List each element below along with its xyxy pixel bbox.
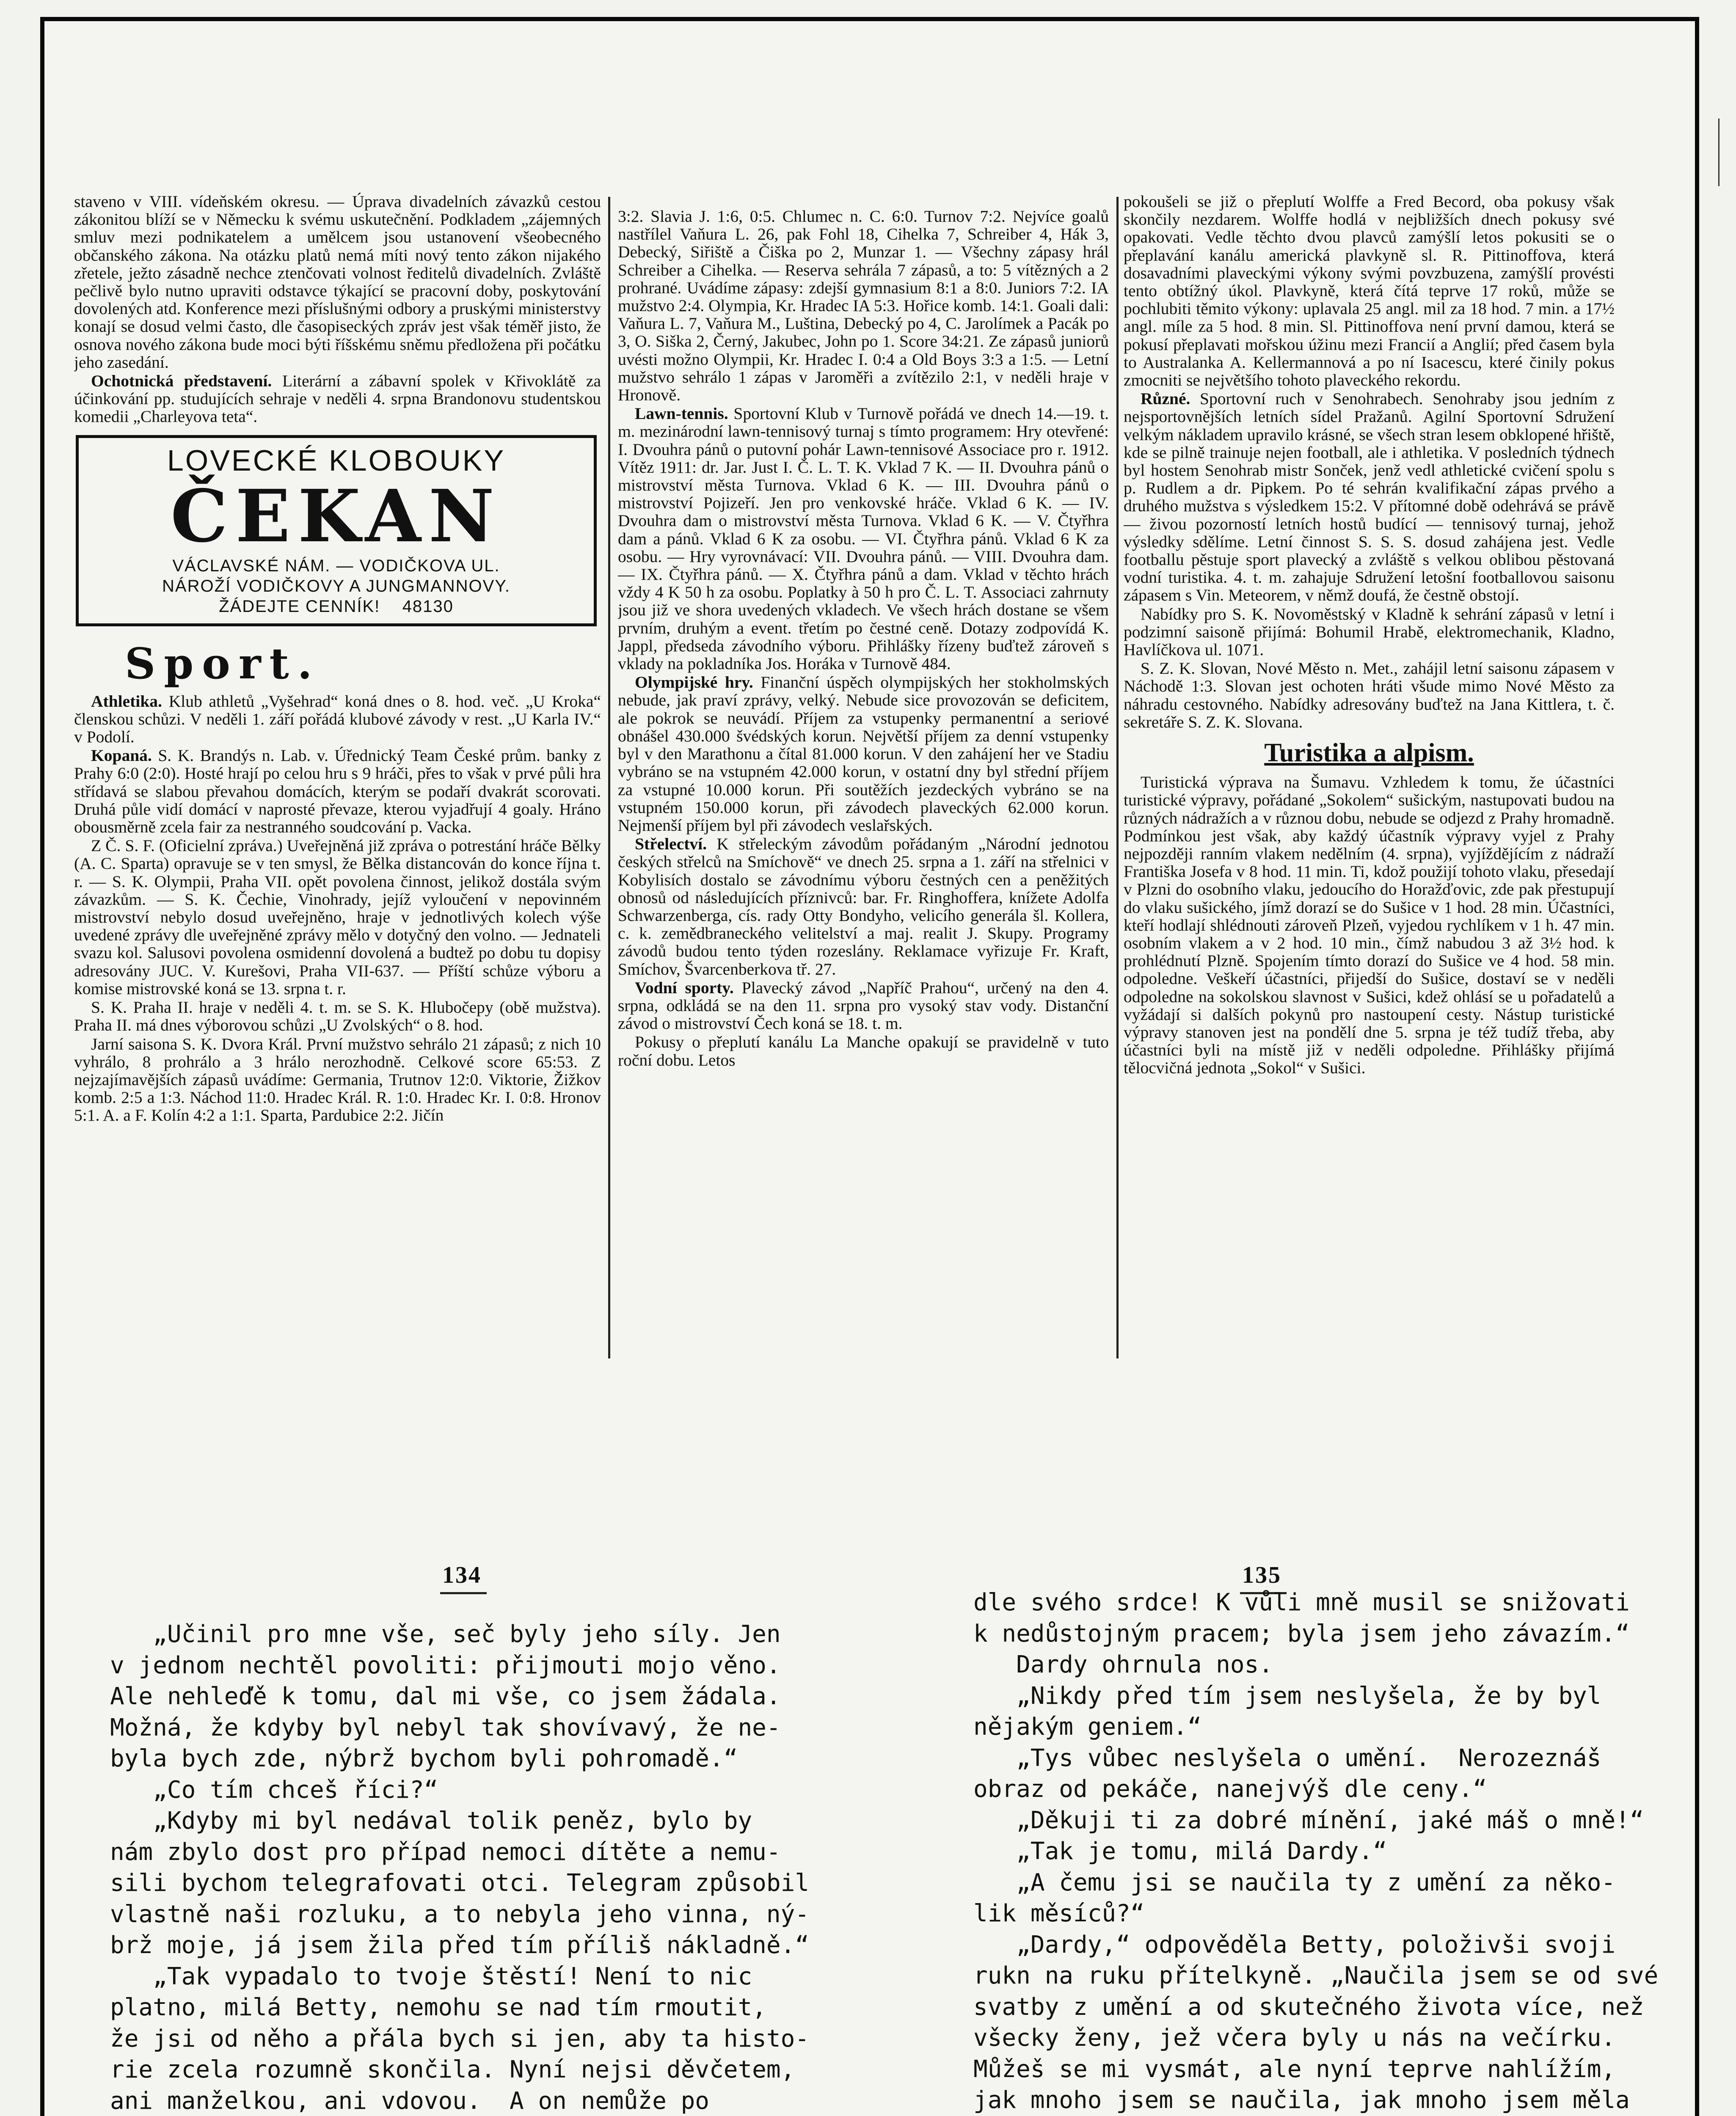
page-number-right: 135 bbox=[1242, 1562, 1281, 1588]
ad-code: 48130 bbox=[402, 597, 454, 616]
book-line: svatby z umění a od skutečného života více, než bbox=[973, 1993, 1644, 2021]
article-sk-praha: S. K. Praha II. hraje v neděli 4. t. m. se S. K. Hlubočepy (obě mužstva). Praha II. má dnes výborovou schůzi „U Zvolských“ o 8. hod. bbox=[74, 998, 601, 1035]
book-line: „Kdyby mi byl nedával tolik peněz, bylo by bbox=[110, 1807, 752, 1835]
article-water-sports: Vodní sporty. Plavecký závod „Napříč Prahou“, určený na den 4. srpna, odkládá se na den 11. srpna pro vysoký stav vody. Distanční závod o mistrovství Čech koná se 18. t. m. bbox=[618, 978, 1109, 1033]
article-lawn-tennis: Lawn-tennis. Sportovní Klub v Turnově pořádá ve dnech 14.—19. t. m. mezinárodní lawn-tennisový turnaj s tímto programem: Hry otevřené: I. Dvouhra pánů o putovní pohár Lawn-tennisové Associace pro r. 1912. Vítěz 1911: dr. Jar. Just I. Č. L. T. K. Vklad 7 K. — II. Dvouhra pánů o mistrovství města Turnova. Vklad 6 K. — III. Dvouhra pánů o mistrovství Pojizeří. Jen pro venkovské hráče. Vklad 6 K. — IV. Dvouhra dam o mistrovství města Turnova. Vklad 6 K. — V. Čtyřhra dam a pánů. Vklad 6 K za osobu. — VI. Čtyřhra pánů. Vklad 6 K za osobu. — Hry vyrovnávací: VII. Dvouhra pánů. — VIII. Dvouhra dam. — IX. Čtyřhra pánů. — X. Čtyřhra pánů a dam. Vklad v těchto hrách vždy 4 K 50 h za osobu. Poplatky à 50 h pro Č. L. T. Associaci zahrnuty jsou již ve shora uvedených vkladech. Ve všech hrách dostane se všem prvním, druhým a event. třetím po čestné ceně. Dotazy zodpovídá K. Jappl, předseda závodního výboru. Přihlášky řízeny buďtež zároveň s vklady na pokladníka Jos. Horáka v Turnově 484. bbox=[618, 404, 1109, 673]
newspaper-column-1 bbox=[74, 193, 601, 1363]
book-page-left bbox=[110, 1619, 809, 2116]
book-line: obraz od pekáče, nanejvýš dle ceny.“ bbox=[973, 1775, 1487, 1803]
book-line: nějakým geniem.“ bbox=[973, 1713, 1202, 1741]
ad-headline: LOVECKÉ KLOBOUKY bbox=[167, 444, 506, 477]
book-line: vlastně naši rozluku, a to nebyla jeho vinna, ný- bbox=[110, 1900, 810, 1928]
book-line: že jsi od něho a přála bych si jen, aby ta histo- bbox=[110, 2025, 810, 2053]
book-line: „Tak vypadalo to tvoje štěstí! Není to nic bbox=[110, 1962, 752, 1990]
section-heading-tourism: Turistika a alpism. bbox=[1264, 738, 1474, 768]
book-line: dle svého srdce! K vůli mně musil se snižovati bbox=[973, 1589, 1630, 1616]
book-line: lik měsíců?“ bbox=[973, 1900, 1145, 1927]
book-line: „Dardy,“ odpověděla Betty, položivši svoji bbox=[973, 1931, 1616, 1959]
book-line: „Tak je tomu, milá Dardy.“ bbox=[973, 1838, 1387, 1865]
book-line: jak mnoho jsem se naučila, jak mnoho jsem měla bbox=[973, 2086, 1630, 2114]
page-number-left: 134 bbox=[442, 1562, 482, 1588]
book-line: Možná, že kdyby byl nebyl tak shovívavý, že ne- bbox=[110, 1714, 781, 1741]
book-line: v jednom nechtěl povoliti: přijmouti mojo věno. bbox=[110, 1651, 781, 1679]
article-miscellaneous: Různé. Sportovní ruch v Senohrabech. Senohraby jsou jedním z nejsportovnějších letních sídel Pražanů. Agilní Sportovní Sdružení velkým nákladem upravilo krásné, se všech stran lesem obklopené hřiště, kde se pilně trainuje nejen football, ale i athletika. V posledních týdnech byl hostem Senohrab mistr Sonček, jenž vedl athletické cvičení spolu s p. Rudlem a dr. Pipkem. Po té sehrán kvalifikační zápas prvého a druhého mužstva s výsledkem 15:2. V přítomné době odehrává se právě — živou pozorností letních hostů budící — tennisový turnaj, jehož výsledky sdělíme. Letní činnost S. S. S. dosud zahájena jest. Vedle footballu pěstuje sport plavecký a zvláště s velkou oblibou pěstovaná vodní turistika. 4. t. m. zahajuje Sdružení letošní footballovou saisonu zápasem s Vin. Meteorem, v němž doufá, že čestně obstojí. bbox=[1124, 389, 1615, 605]
article-theatre-law: staveno v VIII. vídeňském okresu. — Úprava divadelních závazků cestou zákonitou blíží se v Německu k svému uskutečnění. Podkladem „zájemných smluv mezi podnikatelem a umělcem jsou ustanovení všeobecného občanského zákona. Na otázku platů nemá míti nový tento zákon nijakého zřetele, ježto zásadně nechce ztenčovati volnost ředitelů divadelních. Zvláště pečlivě bylo nutno upraviti odstavce týkající se pracovní doby, poskytování dovolených atd. Konference mezi příslušnými odbory a pruskými ministerstvy konají se dosud velmi často, dle časopiseckých zpráv jest však téměř jisto, že osnova nového zákona bude moci býti říšskému sněmu předložena při počátku jeho zasedání. bbox=[74, 193, 601, 372]
book-line: Ale nehleďě k tomu, dal mi vše, co jsem žádala. bbox=[110, 1683, 781, 1710]
book-line: „A čemu jsi se naučila ty z umění za něko- bbox=[973, 1868, 1616, 1896]
article-amateur-theatre: Ochotnická představení. Literární a zábavní spolek v Křivoklátě za účinkování pp. studujících sehraje v neděli 4. srpna Brandonovu studentskou komedii „Charleyova teta“. bbox=[74, 372, 601, 426]
article-csf-report: Z Č. S. F. (Oficielní zpráva.) Uveřejněná již zpráva o potrestání hráče Bělky (A. C. Sparta) opravuje se v ten smysl, že Bělka distancován do konce října t. r. — S. K. Olympii, Praha VII. opět povolena činnost, jelikož dostála svým závazkům. — S. K. Čechie, Vinohrady, jejíž vyloučení v nepovinném mistrovství nebylo dosud uveřejněno, hraje v jednotlivých kolech výše uvedené zprávy dle uveřejněné zprávy mělo v dotyčný den volno. — Jednateli svazu kol. Salusovi povolena osmidenní dovolená a budtež po dobu tu dopisy adresovány JUC. V. Kurešovi, Praha VII-637. — Příští schůze výboru a komise mistrovské koná se 13. srpna t. r. bbox=[74, 836, 601, 998]
ad-address: VÁCLAVSKÉ NÁM. — VODIČKOVA UL. bbox=[172, 556, 500, 575]
article-olympic-games: Olympijské hry. Finanční úspěch olympijských her stokholmských nebude, jak praví zprávy, velký. Nebude sice provozován se deficitem, ale pokrok se neuvádí. Příjem za vstupenky permanentní a seriové obnášel 430.000 švédských korun. Největší příjem za denní vstupenky byl v den Marathonu a čítal 81.000 korun. V den zahájení her ve Stadiu vybráno se na vstupném 42.000 korun, v ostatní dny byl střední příjem za vstupné 10.000 korun. Při soutěžích jezdeckých vybráno se na vstupném 150.000 korun, při závodech plaveckých 62.000 korun. Nejmenší příjem byl při závodech veslařských. bbox=[618, 673, 1109, 835]
advertisement-cekan bbox=[76, 435, 597, 626]
book-line: k nedůstojným pracem; byla jsem jeho závazím.“ bbox=[973, 1620, 1630, 1648]
book-line: „Učinil pro mne vše, seč byly jeho síly. Jen bbox=[110, 1620, 781, 1648]
section-heading-sport: Sport. bbox=[125, 638, 321, 689]
book-line: nám zbylo dost pro případ nemoci dítěte a nemu- bbox=[110, 1838, 781, 1866]
article-channel-swim-cont: pokoušeli se již o přeplutí Wolffe a Fred Becord, oba pokusy však skončily nezdarem. Wolffe hodlá v nejbližších dnech pokusy své opakovati. Vedle těchto dvou plavců zamýšlí letos pokusiti se o přeplavání kanálu americká plavkyně sl. R. Pittinoffova, která dosavadními plaveckými výkony svými povzbuzena, zamýšlí provésti tento obtížný úkol. Plavkyně, která čítá teprve 17 roků, může se pochlubiti těmito výkony: uplavala 25 angl. mil za 18 hod. 7 min. a 17½ angl. míle za 5 hod. 8 min. Sl. Pittinoffova není první damou, která se pokusí přeplavati mořskou úžinu mezi Francií a Anglií; před časem byla to Australanka A. Kellermannová a po ní Isacescu, které činily pokus zmocniti se největšího tohoto plaveckého rekordu. bbox=[1124, 193, 1615, 390]
book-line: „Tys vůbec neslyšela o umění. Nerozeznáš bbox=[973, 1744, 1601, 1772]
article-dvur-kralove: Jarní saisona S. K. Dvora Král. První mužstvo sehrálo 21 zápasů; z nich 10 vyhrálo, 8 prohrálo a 3 hrálo nerozhodně. Celkové score 65:53. Z nejzajímavějších zápasů uvádíme: Germania, Trutnov 12:0. Viktorie, Žižkov komb. 2:5 a 1:3. Náchod 11:0. Hradec Král. R. 1:0. Hradec Kr. I. 0:8. Hronov 5:1. A. a F. Kolín 4:2 a 1:1. Sparta, Pardubice 2:2. Jičín bbox=[74, 1034, 601, 1125]
article-slovan: S. Z. K. Slovan, Nové Město n. Met., zahájil letní saisonu zápasem v Náchodě 1:3. Slovan jest ochoten hráti všude mimo Nové Město za náhradu cestovného. Nabídky adresovány buďtež na Jana Kittlera, t. č. sekretáře S. Z. K. Slovana. bbox=[1124, 659, 1615, 731]
article-athletics: Athletika. Klub athletů „Vyšehrad“ koná dnes o 8. hod. več. „U Kroka“ členskou schůzi. V neděli 1. září pořádá klubové závody v rest. „U Karla IV.“ v Podolí. bbox=[74, 692, 601, 747]
book-line: „Co tím chceš říci?“ bbox=[110, 1776, 438, 1804]
column-rule bbox=[1116, 197, 1119, 1358]
article-channel-swim: Pokusy o přeplutí kanálu La Manche opakují se pravidelně v tuto roční dobu. Letos bbox=[618, 1033, 1109, 1069]
book-line: ani manželkou, ani vdovou. A on nemůže po bbox=[110, 2087, 710, 2115]
book-line: brž moje, já jsem žila před tím příliš nákladně.“ bbox=[110, 1931, 810, 1959]
book-line: byla bych zde, nýbrž bychom byli pohromadě.“ bbox=[110, 1745, 738, 1772]
ad-catalog-line: ŽÁDEJTE CENNÍK! 48130 bbox=[219, 597, 454, 616]
book-page-right bbox=[973, 1587, 1658, 2116]
ad-corner: NÁROŽÍ VODIČKOVY A JUNGMANNOVY. bbox=[162, 576, 510, 595]
book-line: platno, milá Betty, nemohu se nad tím rmoutit, bbox=[110, 1994, 766, 2021]
book-line: Můžeš se mi vysmát, ale nyní teprve nahlížím, bbox=[973, 2055, 1616, 2083]
article-shooting: Střelectví. K střeleckým závodům pořádaným „Národní jednotou českých střelců na Smíchově“ ve dnech 25. srpna a 1. září na střelnici v Kobylisích dostalo se závodnímu výboru čestných cen a peněžitých obnosů od následujících příznivců: bar. Fr. Ringhoffera, knížete Adolfa Schwarzenberga, cís. rady Otty Bondyho, velicího generála šl. Kollera, c. k. zemědbraneckého velitelství a maj. realit J. Skupy. Programy závodů budou tento týden rozeslány. Reklamace vyřizuje Fr. Kraft, Smíchov, Švarcenberkova tř. 27. bbox=[618, 835, 1109, 978]
page-number-underline bbox=[440, 1592, 487, 1594]
book-line: rukn na ruku přítelkyně. „Naučila jsem se od své bbox=[973, 1962, 1659, 1989]
scan-mark bbox=[1718, 118, 1719, 186]
book-line: sili bychom telegrafovati otci. Telegram způsobil bbox=[110, 1869, 810, 1897]
book-line: všecky ženy, jež včera byly u nás na večírku. bbox=[973, 2024, 1616, 2052]
article-kladno: Nabídky pro S. K. Novoměstský v Kladně k sehrání zápasů v letní i podzimní saisoně přijímá: Bohumil Hrabě, elektromechanik, Kladno, Havlíčkova ul. 1071. bbox=[1124, 604, 1615, 659]
keyword: Ochotnická představení. bbox=[91, 372, 272, 391]
book-line: Dardy ohrnula nos. bbox=[973, 1651, 1273, 1678]
article-sumava-trip: Turistická výprava na Šumavu. Vzhledem k tomu, že účastníci turistické výpravy, pořádané „Sokolem“ sušickým, nastupovati budou na různých nádražích a v různou dobu, nebude se odjezd z Prahy hromadně. Podmínkou jest však, aby každý účastník výpravy vyjel z Prahy nejpozději ranním vlakem nedělním (4. srpna), vyjíždějícím z nádraží Františka Josefa v 8 hod. 11 min. Ti, kdož použijí tohoto vlaku, přesedají v Plzni do osobního vlaku, jedoucího do Horažďovic, zde pak přestupují do vlaku sušického, jímž dorazí se do Sušice v 1 hod. 28 min. Účastníci, kteří hodlají shlédnouti zároveň Plzeň, vyjedou rychlíkem v 1 h. 47 min. osobním vlakem a v 2 hod. 10 min., čímž nabudou 3 až 3½ hod. k prohlédnutí Plzně. Spojením tímto dorazí do Sušice ve 4 hod. 58 min. odpoledne. Veškeří účastníci, přijedší do Sušice, dostaví se v neděli odpoledne na sokolskou slavnost v Sušici, kdež ohlásí se u pořadatelů a vyžádají si dalších pokynů pro nastoupení cesty. Nástup turistické výpravy stanoven jest na pondělí dne 5. srpna je též tudíž třeba, aby účastníci byli na místě již v neděli odpoledne. Přihlášky přijímá tělocvičná jednota „Sokol“ v Sušici. bbox=[1124, 773, 1615, 1077]
newspaper-column-3 bbox=[1124, 193, 1615, 1363]
column-rule bbox=[608, 197, 610, 1358]
article-results: 3:2. Slavia J. 1:6, 0:5. Chlumec n. C. 6:0. Turnov 7:2. Nejvíce goalů nastřílel Vaňura L. 26, pak Fohl 18, Cihelka 7, Schreiber 4, Hák 3, Debecký, Siřiště a Čiška po 2, Munzar 1. — Všechny zápasy hrál Schreiber a Cihelka. — Reserva sehrála 7 zápasů, a to: 5 vítězných a 2 prohrané. Uvádíme zápasy: zdejší gymnasium 8:1 a 8:0. Juniors 7:2. IA mužstvo 2:4. Olympia, Kr. Hradec IA 5:3. Hořice komb. 14:1. Goali dali: Vaňura L. 7, Vaňura M., Luština, Debecký po 4, C. Jarolímek a Pacák po 3, O. Siška 2, Černý, Jakubec, John po 1. Score 34:21. Ze zápasů juniorů uvésti možno Olympii, Kr. Hradec I. 0:4 a Old Boys 3:3 a 1:5. — Letní mužstvo sehrálo 1 zápas v Jaroměři a zvítězilo 2:1, v neděli hraje v Hronově. bbox=[618, 207, 1109, 405]
book-line: „Nikdy před tím jsem neslyšela, že by byl bbox=[973, 1682, 1601, 1710]
book-line: „Děkuji ti za dobré mínění, jaké máš o mně!“ bbox=[973, 1806, 1644, 1834]
newspaper-column-2 bbox=[618, 207, 1109, 1363]
ad-brand-logo: ČEKAN bbox=[170, 474, 502, 559]
book-line: rie zcela rozumně skončila. Nyní nejsi děvčetem, bbox=[110, 2056, 795, 2083]
article-football: Kopaná. S. K. Brandýs n. Lab. v. Úřednický Team České prům. banky z Prahy 6:0 (2:0). Hosté hrají po celou hru s 9 hráči, přes to však v prvé půli hra střídavá se slabou převahou domácích, kterým se podaří dvakrát scorovati. Druhá půle vidí domácí v naprosté převaze, kterou vyjadřují 4 goaly. Hráno obousměrně zcela fair za nestranného soudcování p. Vacka. bbox=[74, 746, 601, 837]
